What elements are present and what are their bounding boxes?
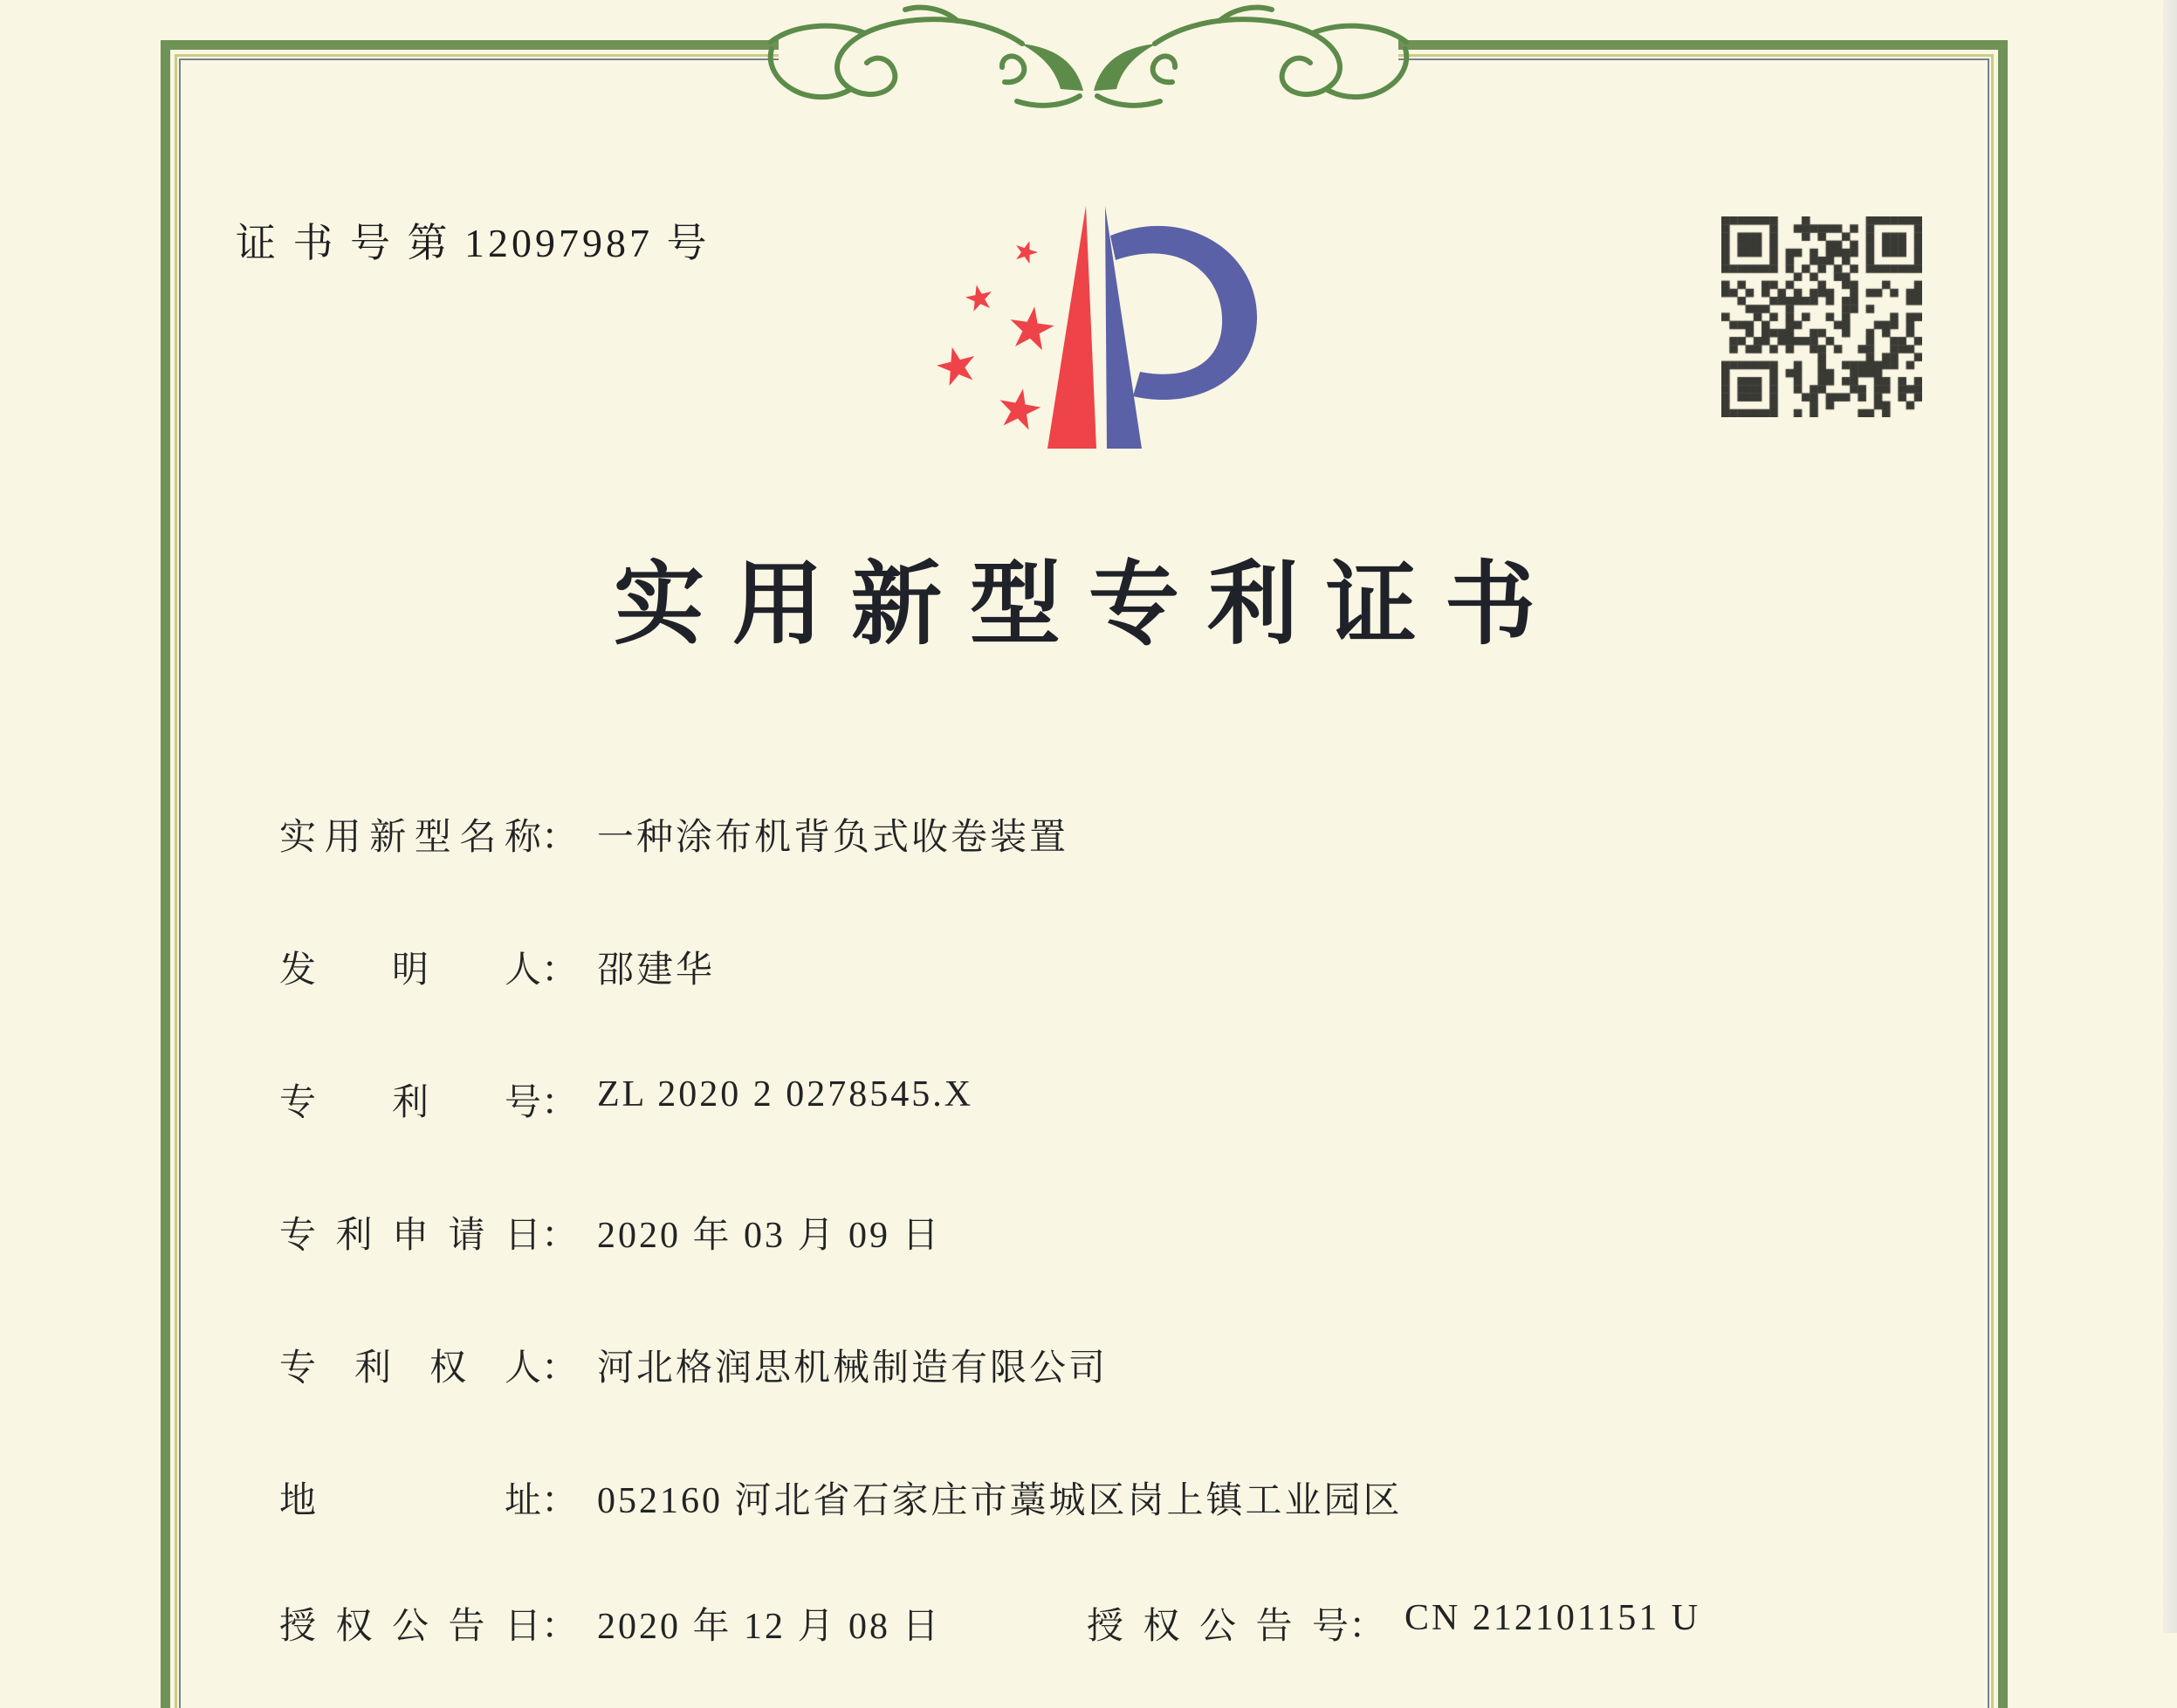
field-label: 授权公告日 xyxy=(279,1607,541,1647)
field-colon: ： xyxy=(541,950,579,991)
scan-edge-shadow xyxy=(2163,0,2177,1633)
star-icon: ★ xyxy=(927,331,986,401)
star-icon: ★ xyxy=(959,275,999,322)
certificate-number: 证 书 号 第 12097987 号 xyxy=(236,221,711,265)
field-value: 052160 河北省石家庄市藁城区岗上镇工业园区 xyxy=(597,1481,1403,1521)
field-colon: ： xyxy=(541,1348,579,1389)
field-colon: ： xyxy=(541,1083,579,1123)
field-value: 2020 年 12 月 08 日 xyxy=(597,1607,942,1647)
field-label: 专 利 号 xyxy=(279,1083,541,1123)
field-colon: ： xyxy=(541,1607,579,1647)
field-colon: ： xyxy=(541,1481,579,1521)
field-label: 授权公告号 xyxy=(1087,1607,1349,1647)
field-row-grant xyxy=(279,1597,2025,1650)
star-icon: ★ xyxy=(1000,292,1062,366)
field-row-patentee xyxy=(279,1339,2025,1391)
field-value: 河北格润思机械制造有限公司 xyxy=(597,1348,1109,1389)
field-label: 专 利 权 人 xyxy=(279,1348,541,1389)
field-value: ZL 2020 2 0278545.X xyxy=(597,1074,974,1115)
field-value: 2020 年 03 月 09 日 xyxy=(597,1216,942,1256)
field-row-utility-model-name xyxy=(279,808,2025,861)
phoenix-scroll-ornament-icon xyxy=(731,0,1446,115)
field-row-inventor xyxy=(279,941,2025,993)
field-label: 发 明 人 xyxy=(279,950,541,991)
field-row-patent-number xyxy=(279,1074,2025,1126)
field-colon: ： xyxy=(541,818,579,858)
field-value: 邵建华 xyxy=(597,950,716,991)
field-row-address xyxy=(279,1471,2025,1524)
field-label: 地 址 xyxy=(279,1481,541,1521)
field-label: 专利申请日 xyxy=(279,1216,541,1256)
field-colon: ： xyxy=(1349,1607,1386,1647)
field-value: 一种涂布机背负式收卷装置 xyxy=(597,818,1069,858)
cnipa-logo-icon xyxy=(915,180,1281,485)
grant-date-group xyxy=(279,1598,942,1647)
star-icon: ★ xyxy=(1007,231,1044,273)
grant-number-group xyxy=(1087,1597,1700,1650)
field-colon: ： xyxy=(541,1216,579,1256)
field-value: CN 212101151 U xyxy=(1404,1598,1701,1638)
star-icon: ★ xyxy=(990,373,1049,445)
field-label: 实用新型名称 xyxy=(279,818,541,858)
certificate-title: 实用新型专利证书 xyxy=(613,555,1563,655)
qr-code xyxy=(1721,216,1922,417)
field-row-filing-date xyxy=(279,1206,2025,1259)
